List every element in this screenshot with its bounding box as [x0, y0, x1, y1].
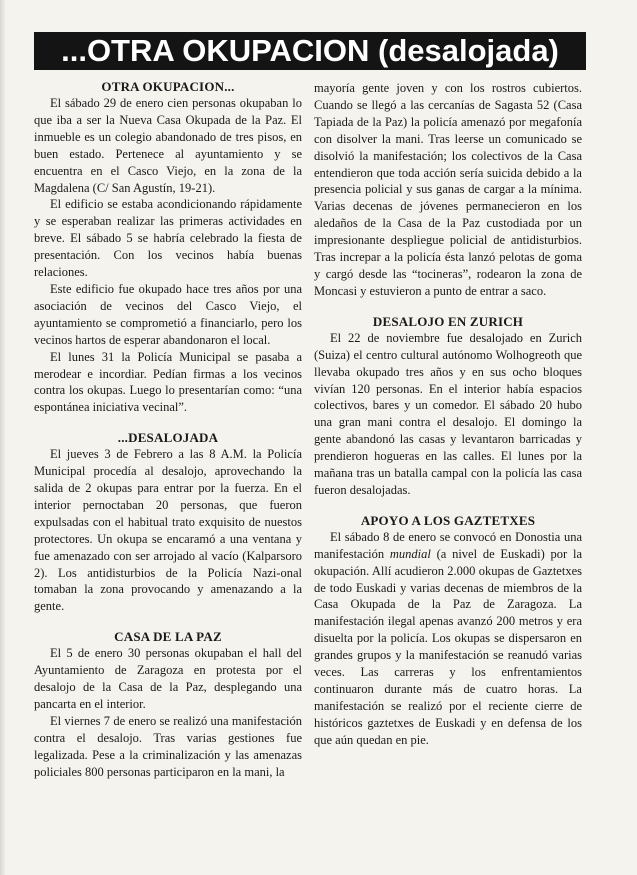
section-title-desalojo-zurich: DESALOJO EN ZURICH: [372, 313, 524, 329]
paragraph: El edificio se estaba acondicionando rápidamente y se esperaban realizar las primeras actividades en breve. El sábado 5 se habría celebrado la fiesta de presentación. Con los vecinos había buenas relaciones.: [34, 197, 302, 280]
left-column: [34, 78, 302, 781]
paragraph: El sábado 29 de enero cien personas okupaban lo que iba a ser la Nueva Casa Okupada de la Paz. El inmueble es un colegio abandonado de tres pisos, en buen estado. Pertenece al ayuntamiento y se encuentra en el Casco Viejo, en la zona de la Magdalena (C/ San Agustín, 19-21).: [34, 96, 302, 195]
paragraph: Este edificio fue okupado hace tres años por una asociación de vecinos del Casco Viejo, el ayuntamiento se comprometió a financiarlo, pero los vecinos hartos de esperar abandonaron el local.: [34, 281, 302, 347]
page-fold-shadow: [0, 0, 6, 875]
section-title-otra-okupacion: OTRA OKUPACION...: [101, 79, 235, 94]
paragraph-text: (a nivel de Euskadi) por la okupación. Allí acudieron 2.000 okupas de Gaztetxes de todo Euskadi y varias decenas de miembros de la Casa Okupada de la Paz de Zaragoza. La manifestación ilegal apenas avanzó 200 metros y era disuelta por la policía. Los okupas se dispersaron en grandes grupos y la manifestación se reanudó varias veces. Las carreras y los enfrentamientos continuaron durante más de cuatro horas. La manifestación se realizó por el reciente cierre de históricos gaztetxes de Euskadi y en defensa de los que aún quedan en pie.: [314, 546, 582, 747]
right-column: [314, 80, 582, 749]
paragraph: El lunes 31 la Policía Municipal se pasaba a merodear e incordiar. Pedían firmas a los vecinos contra los okupas. Luego lo presentarían como: “una espontánea iniciativa vecinal”.: [34, 349, 302, 415]
emphasis-text: mundial: [389, 546, 431, 561]
paragraph: [314, 529, 582, 749]
paragraph: El viernes 7 de enero se realizó una manifestación contra el desalojo. Tras varias gestiones fue legalizada. Pese a la criminalización y las amenazas policiales 800 personas participaron en la mani, la: [34, 713, 302, 779]
headline-banner: ...OTRA OKUPACION (desalojada): [34, 32, 586, 70]
section-title-desalojada: ...DESALOJADA: [117, 430, 219, 446]
paragraph-continued: mayoría gente joven y con los rostros cubiertos. Cuando se llegó a las cercanías de Sagasta 52 (Casa Tapiada de la Paz) la policía amenazó por megafonía con disolver la mani. Tras leerse un comunicado se disolvió la manifestación; los colectivos de la Casa entendieron que toda acción sería suicida debido a la presencia policial y sus ganas de cargar a la mínima. Varias decenas de jóvenes permanecieron en los aledaños de la Casa de la Paz custodiada por un impresionante despliegue policial de antidisturbios. Tras increpar a la policía ésta lanzó pelotas de goma y cargó desde las “tocineras”, rodearon la zona de Moncasi y estuvieron a punto de entrar a saco.: [314, 81, 582, 298]
section-title-casa-de-la-paz: CASA DE LA PAZ: [114, 629, 222, 645]
paragraph: El 5 de enero 30 personas okupaban el hall del Ayuntamiento de Zaragoza en protesta por el desalojo de la Casa de la Paz, desplegando una pancarta en el interior.: [34, 646, 302, 711]
paragraph: El 22 de noviembre fue desalojado en Zurich (Suiza) el centro cultural autónomo Wolhogreoth que llevaba okupado tres años y en sus ocho bloques vivían 120 personas. En el interior había espacios colectivos, bares y un comedor. El sábado 20 hubo una gran mani contra el desalojo. El domingo la gente abandonó las casas y levantaron barricadas y prendieron hogueras en las calles. El lunes por la mañana tras un batalla campal con la policía las casa fueron desalojadas.: [314, 330, 582, 497]
paragraph-text: El sábado 8 de enero se convocó en Donostia una manifestación: [314, 529, 582, 561]
paragraph: El jueves 3 de Febrero a las 8 A.M. la Policía Municipal procedía al desalojo, aprovechando la salida de 2 okupas para entrar por la fuerza. En el interior pernoctaban 20 personas, que fueron expulsadas con el habitual trato exquisito de nuestos protectores. Un okupa se encaramó a una ventana y fue amenazado con ser arrojado al vacío (Kalparsoro 2). Los antidisturbios de la Policía Nazi-onal tomaban la zona provocando y amenazando a la gente.: [34, 447, 302, 614]
section-title-apoyo-gaztetxes: APOYO A LOS GAZTETXES: [360, 512, 536, 528]
